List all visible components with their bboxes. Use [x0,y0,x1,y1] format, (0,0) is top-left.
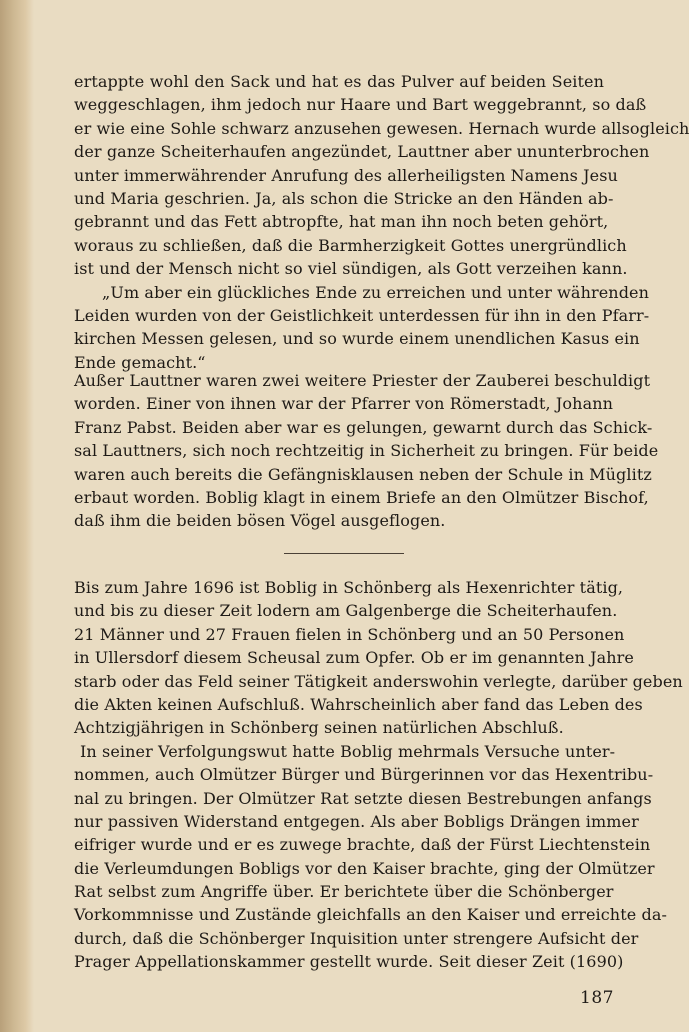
section-divider [284,553,404,554]
book-gutter [0,0,34,1032]
text-line: „Um aber ein glückliches Ende zu erreichen und unter währenden [102,282,650,302]
page-number: 187 [580,988,614,1008]
text-line: ertappte wohl den Sack und hat es das Pulver auf beiden Seiten [74,72,604,91]
text-line: Rat selbst zum Angriffe über. Er berichtete über die Schönberger [74,882,614,902]
text-line: Leiden wurden von der Geistlichkeit unterdessen für ihn in den Pfarr- [74,305,650,325]
text-line: woraus zu schließen, daß die Barmherzigkeit Gottes unergründlich [74,235,627,255]
text-line: kirchen Messen gelesen, und so wurde einem unendlichen Kasus ein [74,329,640,349]
text-line: 21 Männer und 27 Frauen fielen in Schönberg und an 50 Personen [74,624,625,644]
text-line: und bis zu dieser Zeit lodern am Galgenberge die Scheiterhaufen. [74,601,618,621]
text-line: nal zu bringen. Der Olmützer Rat setzte diesen Bestrebungen anfangs [74,788,652,808]
text-line: Außer Lauttner waren zwei weitere Priester der Zauberei beschuldigt [74,371,651,390]
text-line: sal Lauttners, sich noch rechtzeitig in Sicherheit zu bringen. Für beide [74,441,659,461]
text-line: erbaut worden. Boblig klagt in einem Briefe an den Olmützer Bischof, [74,487,649,507]
text-line: nur passiven Widerstand entgegen. Als aber Bobligs Drängen immer [74,811,639,831]
text-line: In seiner Verfolgungswut hatte Boblig mehrmals Versuche unter- [80,741,616,761]
text-line: Achtzigjährigen in Schönberg seinen natürlichen Abschluß. [74,718,564,738]
text-line: nommen, auch Olmützer Bürger und Bürgerinnen vor das Hexentribu- [74,765,654,785]
text-line: durch, daß die Schönberger Inquisition unter strengere Aufsicht der [74,928,639,948]
text-line: der ganze Scheiterhaufen angezündet, Lauttner aber ununterbrochen [74,142,650,162]
text-line: die Verleumdungen Bobligs vor den Kaiser brachte, ging der Olmützer [74,858,655,878]
text-line: Bis zum Jahre 1696 ist Boblig in Schönberg als Hexenrichter tätig, [74,578,624,597]
text-line: er wie eine Sohle schwarz anzusehen gewesen. Hernach wurde allsogleich [74,118,689,138]
text-line: starb oder das Feld seiner Tätigkeit anderswohin verlegte, darüber geben [74,671,683,691]
text-line: Ende gemacht.“ [74,352,206,372]
text-line: Prager Appellationskammer gestellt wurde. Seit dieser Zeit (1690) [74,952,624,972]
text-line: und Maria geschrien. Ja, als schon die Stricke an den Händen ab- [74,188,614,208]
text-line: ist und der Mensch nicht so viel sündigen, als Gott verzeihen kann. [74,259,628,279]
text-line: worden. Einer von ihnen war der Pfarrer von Römerstadt, Johann [74,394,614,414]
text-line: waren auch bereits die Gefängnisklausen neben der Schule in Müglitz [74,464,652,484]
text-line: Vorkommnisse und Zustände gleichfalls an den Kaiser und erreichte da- [74,905,667,925]
text-line: daß ihm die beiden bösen Vögel ausgeflogen. [74,511,446,531]
text-line: eifriger wurde und er es zuwege brachte, daß der Fürst Liechtenstein [74,835,651,855]
text-line: Franz Pabst. Beiden aber war es gelungen, gewarnt durch das Schick- [74,417,653,437]
paragraph-3 [74,576,683,974]
text-line: gebrannt und das Fett abtropfte, hat man ihn noch beten gehört, [74,212,609,232]
paragraph-2 [74,369,659,533]
text-line: die Akten keinen Aufschluß. Wahrscheinlich aber fand das Leben des [74,694,643,714]
text-line: weggeschlagen, ihm jedoch nur Haare und Bart weggebrannt, so daß [74,95,647,115]
text-line: unter immerwährender Anrufung des allerheiligsten Namens Jesu [74,165,618,185]
text-line: in Ullersdorf diesem Scheusal zum Opfer. Ob er im genannten Jahre [74,648,634,668]
paragraph-1 [74,70,689,374]
